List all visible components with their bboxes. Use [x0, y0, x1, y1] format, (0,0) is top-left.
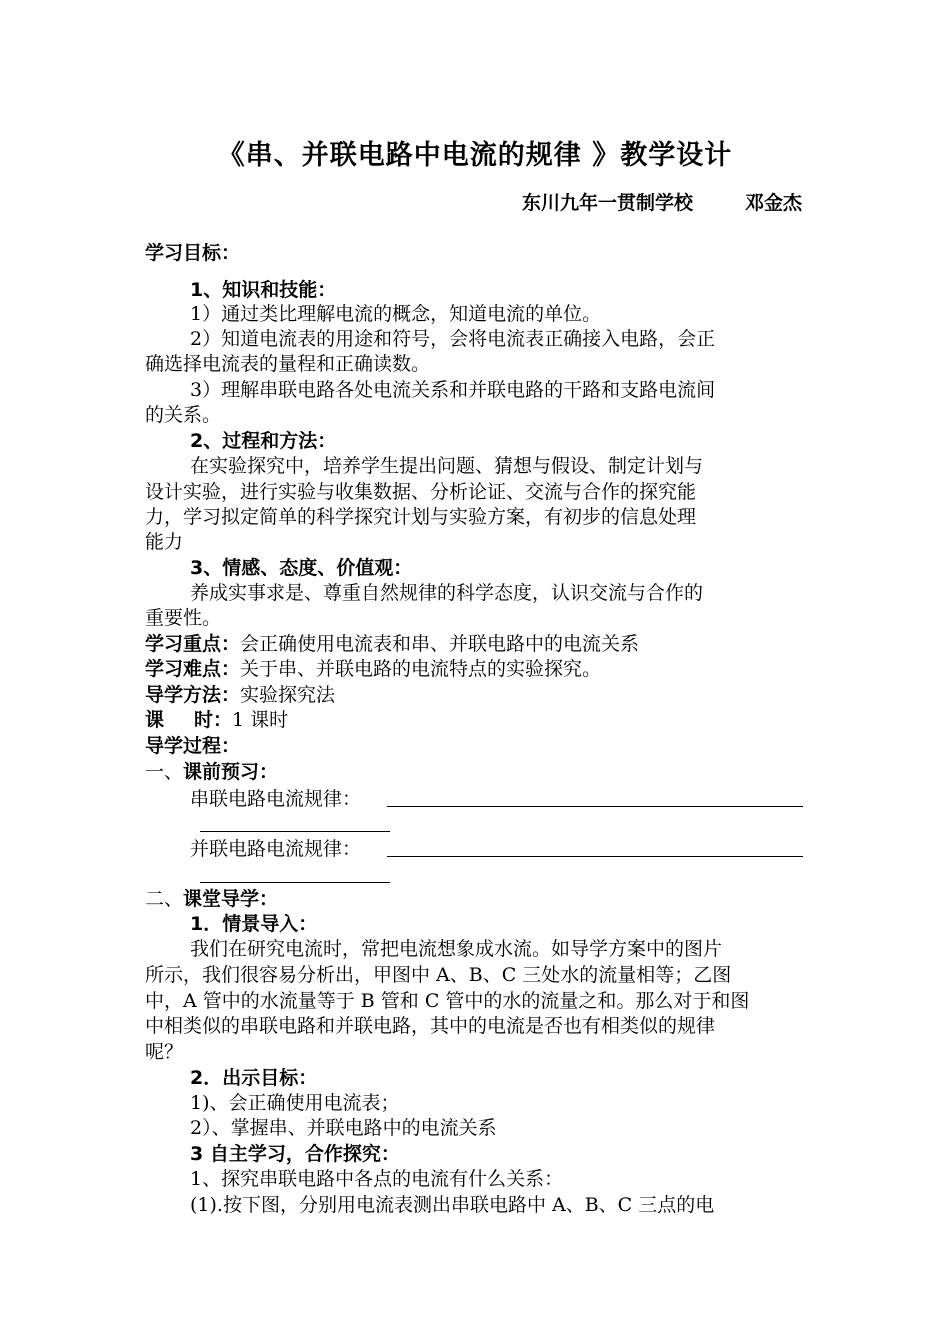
duration-line: [145, 707, 805, 733]
document-title: 《串、并联电路中电流的规律 》教学设计: [217, 140, 733, 171]
text-line: 养成实事求是、尊重自然规律的科学态度，认识交流与合作的: [190, 582, 704, 604]
classroom-title: 课堂导学：: [183, 888, 279, 910]
duration-label-b: 时：: [194, 709, 233, 731]
subsection-heading: 3 自主学习，合作探究：: [190, 1143, 400, 1165]
preview-title: 课前预习：: [183, 761, 279, 783]
subsection-heading: 1．情景导入：: [190, 913, 318, 935]
section-heading: 导学过程：: [145, 735, 241, 757]
method-text: 实验探究法: [240, 684, 336, 706]
text-line: 确选择电流表的量程和正确读数。: [145, 353, 431, 375]
section-number: 二、: [145, 888, 184, 910]
section-number: 一、: [145, 761, 184, 783]
subsection-heading: 1、知识和技能：: [190, 279, 337, 301]
key-point-label: 学习重点：: [145, 633, 241, 655]
text-line: 1)、会正确使用电流表；: [190, 1092, 400, 1114]
difficulty-line: [145, 656, 805, 682]
text-line: 设计实验，进行实验与收集数据、分析论证、交流与合作的探究能: [145, 481, 697, 503]
text-line: 能力: [145, 531, 184, 553]
author-name: 邓金杰: [744, 192, 802, 214]
subsection-heading: 2．出示目标：: [190, 1067, 318, 1089]
answer-blank[interactable]: [387, 806, 803, 807]
section-heading: 学习目标：: [145, 242, 241, 264]
text-line: 呢？: [145, 1041, 184, 1063]
subsection-heading: 2、过程和方法：: [190, 430, 337, 452]
text-line: 1、探究串联电路中各点的电流有什么关系：: [190, 1168, 564, 1190]
duration-value: 1 课时: [232, 709, 289, 731]
text-line: 我们在研究电流时，常把电流想象成水流。如导学方案中的图片: [190, 938, 723, 960]
parallel-rule-label: 并联电路电流规律：: [190, 838, 362, 860]
text-line: 所示，我们很容易分析出，甲图中 A、B、C 三处水的流量相等；乙图: [145, 964, 732, 986]
answer-blank[interactable]: [200, 831, 390, 832]
subsection-heading: 3、情感、态度、价值观：: [190, 557, 413, 579]
text-line: 力，学习拟定简单的科学探究计划与实验方案，有初步的信息处理: [145, 506, 697, 528]
duration-label-a: 课: [145, 709, 165, 731]
text-line: 中，A 管中的水流量等于 B 管和 C 管中的水的流量之和。那么对于和图: [145, 990, 750, 1012]
method-line: [145, 682, 805, 708]
difficulty-text: 关于串、并联电路的电流特点的实验探究。: [240, 658, 602, 680]
answer-blank[interactable]: [387, 856, 803, 857]
text-line: 1）通过类比理解电流的概念，知道电流的单位。: [190, 303, 602, 325]
text-line: 中相类似的串联电路和并联电路，其中的电流是否也有相类似的规律: [145, 1015, 716, 1037]
text-line: 的关系。: [145, 404, 222, 426]
text-line: 在实验探究中，培养学生提出问题、猜想与假设、制定计划与: [190, 455, 704, 477]
text-line: 重要性。: [145, 607, 222, 629]
method-label: 导学方法：: [145, 684, 241, 706]
answer-blank[interactable]: [200, 882, 390, 883]
text-line: (1).按下图，分别用电流表测出串联电路中 A、B、C 三点的电: [190, 1194, 715, 1216]
author-line: [522, 188, 802, 215]
preview-heading: [145, 759, 805, 785]
series-rule-label: 串联电路电流规律：: [190, 788, 362, 810]
key-point-line: [145, 631, 805, 657]
difficulty-label: 学习难点：: [145, 658, 241, 680]
text-line: 2）知道电流表的用途和符号，会将电流表正确接入电路，会正: [190, 328, 716, 350]
text-line: 2）、掌握串、并联电路中的电流关系: [190, 1117, 497, 1139]
text-line: 3）理解串联电路各处电流关系和并联电路的干路和支路电流间: [190, 379, 716, 401]
school-name: 东川九年一贯制学校: [521, 192, 693, 214]
key-point-text: 会正确使用电流表和串、并联电路中的电流关系: [240, 633, 640, 655]
classroom-heading: [145, 886, 805, 912]
